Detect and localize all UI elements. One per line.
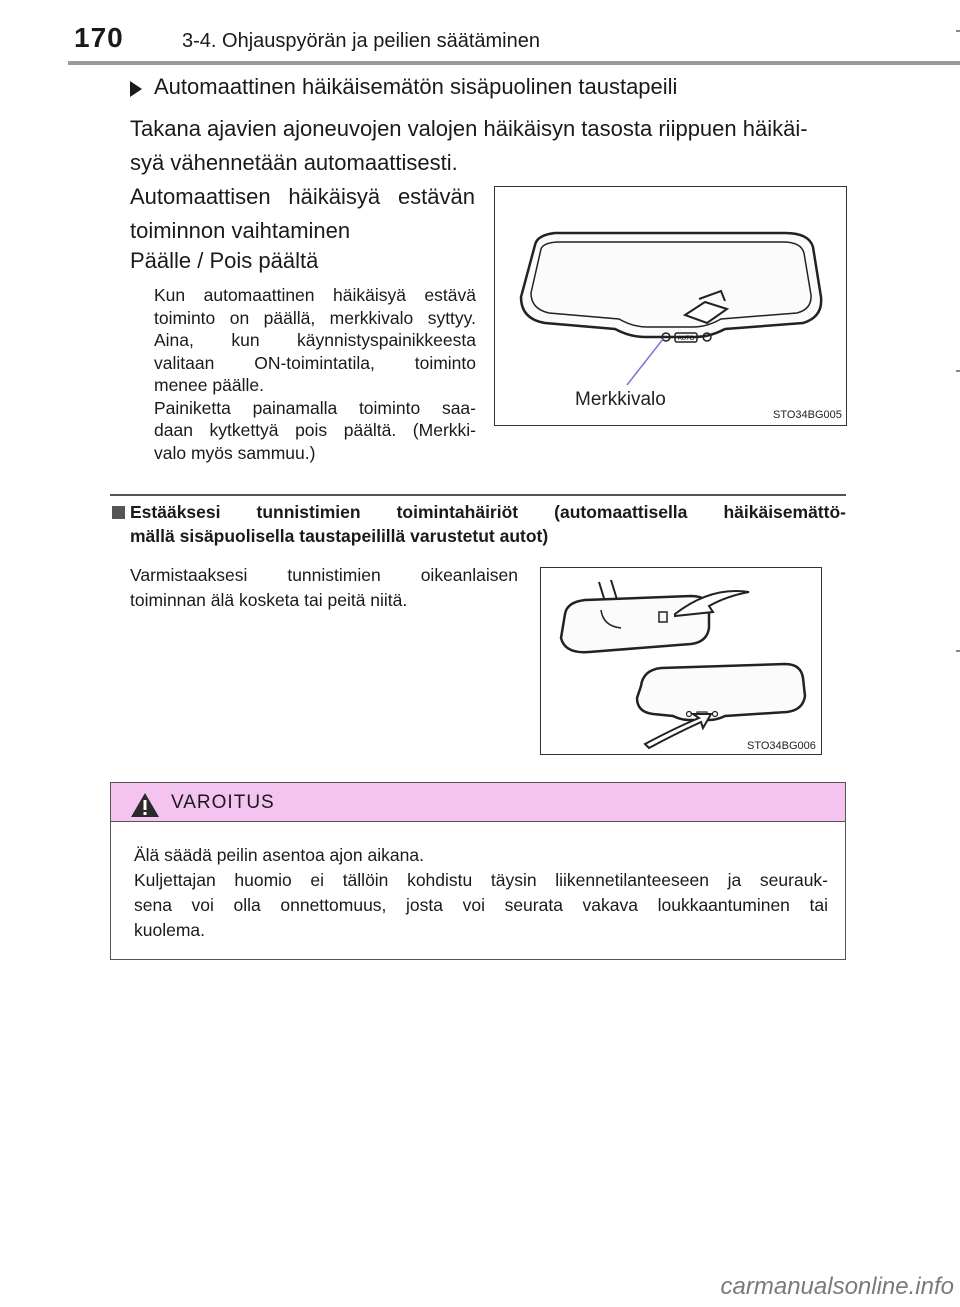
- header-section-title: 3-4. Ohjauspyörän ja peilien säätäminen: [182, 30, 540, 52]
- warning-line: Kuljettajan huomio ei tällöin kohdistu täysin liikennetilanteeseen ja seurauk-: [134, 870, 828, 890]
- arrow-right-icon: [130, 81, 142, 97]
- feature-description: [154, 284, 476, 464]
- body-line: Varmistaaksesi tunnistimien oikeanlaisen: [130, 565, 518, 585]
- header-divider: [68, 61, 960, 65]
- desc-line: daan kytkettyä pois päältä. (Merkki-: [154, 420, 476, 440]
- warning-line: Älä säädä peilin asentoa ajon aikana.: [134, 845, 424, 865]
- intro-line: Takana ajavien ajoneuvojen valojen häikäisyn tasosta riippuen häikäi-: [130, 116, 808, 141]
- heading-line: mällä sisäpuolisella taustapeilillä varustetut autot): [130, 526, 549, 546]
- indicator-callout: Merkkivalo: [575, 389, 666, 410]
- figure-mirror-sensors: [540, 567, 822, 755]
- desc-line: menee päälle.: [154, 375, 264, 395]
- subsection-title: Automaattinen häikäisemätön sisäpuolinen taustapeili: [154, 74, 678, 99]
- auto-button-label: AUTO: [677, 336, 695, 342]
- desc-line: valitaan ON-toimintatila, toiminto: [154, 352, 476, 373]
- warning-body: [134, 843, 828, 943]
- warning-title: VAROITUS: [171, 792, 275, 813]
- feature-title-cont: toiminnon vaihtaminen: [130, 218, 351, 243]
- page-edge-mark: [956, 30, 960, 32]
- mirror-illustration: [495, 187, 846, 425]
- page-edge-mark: [956, 650, 960, 652]
- page-number: 170: [74, 22, 124, 53]
- desc-line: valo myös sammuu.): [154, 442, 316, 463]
- warning-line: sena voi olla onnettomuus, josta voi seurata vakava loukkaantuminen tai: [134, 895, 828, 915]
- figure-code: STO34BG005: [773, 409, 842, 421]
- figure-code: STO34BG006: [747, 740, 816, 752]
- sensors-illustration: [541, 568, 821, 754]
- desc-line: Aina, kun käynnistyspainikkeesta: [154, 330, 476, 350]
- square-bullet-icon: [112, 506, 125, 519]
- desc-line: Painiketta painamalla toiminto saa-: [154, 397, 476, 418]
- section-body: [130, 563, 518, 613]
- page-edge-mark: [956, 370, 960, 372]
- feature-title: Automaattisen häikäisyä estävän: [130, 184, 475, 209]
- warning-header: [111, 783, 845, 822]
- feature-state: Päälle / Pois päältä: [130, 248, 319, 273]
- body-line: toiminnan älä kosketa tai peitä niitä.: [130, 590, 408, 610]
- figure-mirror-indicator: [494, 186, 847, 426]
- warning-box: [110, 782, 846, 960]
- desc-line: Kun automaattinen häikäisyä estävä: [154, 285, 476, 305]
- subsection-intro: [130, 112, 842, 180]
- section-heading: [130, 500, 846, 548]
- desc-line: toiminto on päällä, merkkivalo syttyy.: [154, 307, 476, 328]
- intro-line: syä vähennetään automaattisesti.: [130, 150, 458, 175]
- warning-triangle-icon: [130, 792, 160, 818]
- section-divider: [110, 494, 846, 496]
- heading-line: Estääksesi tunnistimien toimintahäiriöt (automaattisella häikäisemättö-: [130, 502, 846, 522]
- warning-line: kuolema.: [134, 920, 206, 940]
- watermark: carmanualsonline.info: [720, 1273, 954, 1300]
